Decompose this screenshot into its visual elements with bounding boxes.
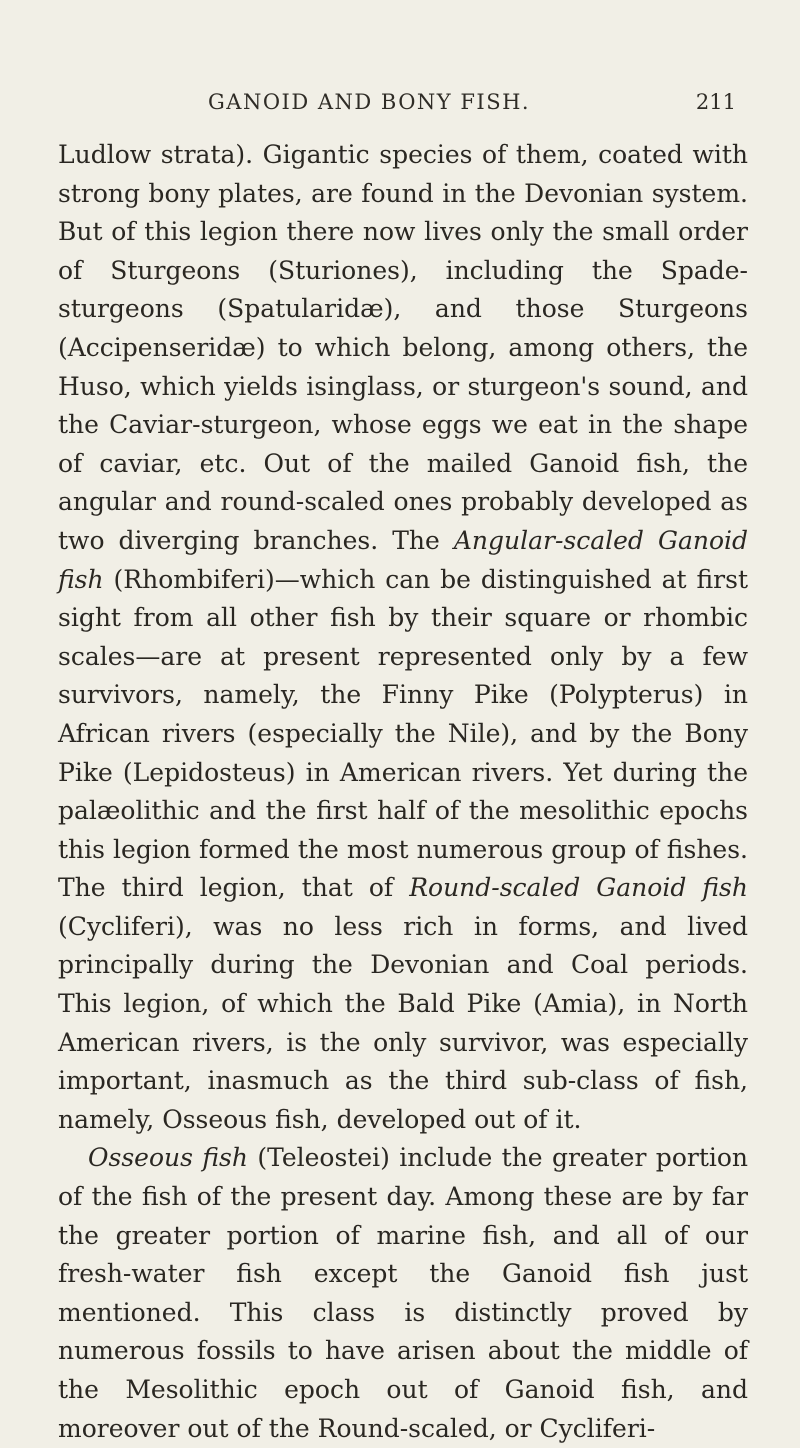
paragraph-1-text-3: (Cycliferi), was no less rich in forms, and lived principally during the Devonian and Coal periods. This legion, of which the Bald Pike (Amia), in North American rivers, is the only survivor, was especially important, inasmuch as the third sub-class of fish, namely, Osseous fish, developed out of it. [58, 911, 748, 1134]
page-number: 211 [695, 90, 736, 114]
term-angular-scaled-ganoid-fish: Angular-scaled Ganoid fish [58, 525, 748, 594]
page-header [58, 90, 748, 130]
body-text [58, 136, 748, 1448]
running-head: GANOID AND BONY FISH. [208, 90, 531, 114]
paragraph-2 [58, 1139, 748, 1448]
term-osseous-fish: Osseous fish [88, 1143, 248, 1173]
paragraph-2-text-1: (Teleostei) include the greater portion of the fish of the present day. Among these are by far the greater portion of marine fish, and all of our fresh-water fish except the Ganoid fish just mentioned. This class is distinctly proved by numerous fossils to have arisen about the middle of the Mesolithic epoch out of Ganoid fish, and moreover out of the Round-scaled, or Cycliferi- [58, 1143, 749, 1443]
paragraph-1-text-1: Ludlow strata). Gigantic species of them, coated with strong bony plates, are found in the Devonian system. But of this legion there now lives only the small order of Sturgeons (Sturiones), including the Spade-sturgeons (Spatularidæ), and those Sturgeons (Accipenseridæ) to which belong, among others, the Huso, which yields isinglass, or sturgeon's sound, and the Caviar-sturgeon, whose eggs we eat in the shape of caviar, etc. Out of the mailed Ganoid fish, the angular and round-scaled ones probably developed as two diverging branches. The [58, 140, 748, 555]
paragraph-1-text-2: (Rhombiferi)—which can be distinguished at first sight from all other fish by their square or rhombic scales—are at present represented only by a few survivors, namely, the Finny Pike (Polypterus) in African rivers (especially the Nile), and by the Bony Pike (Lepidosteus) in American rivers. Yet during the palæolithic and the first half of the mesolithic epochs this legion formed the most numerous group of fishes. The third legion, that of [58, 564, 748, 903]
term-round-scaled-ganoid-fish: Round-scaled Ganoid fish [409, 873, 748, 903]
paragraph-1 [58, 136, 748, 1139]
